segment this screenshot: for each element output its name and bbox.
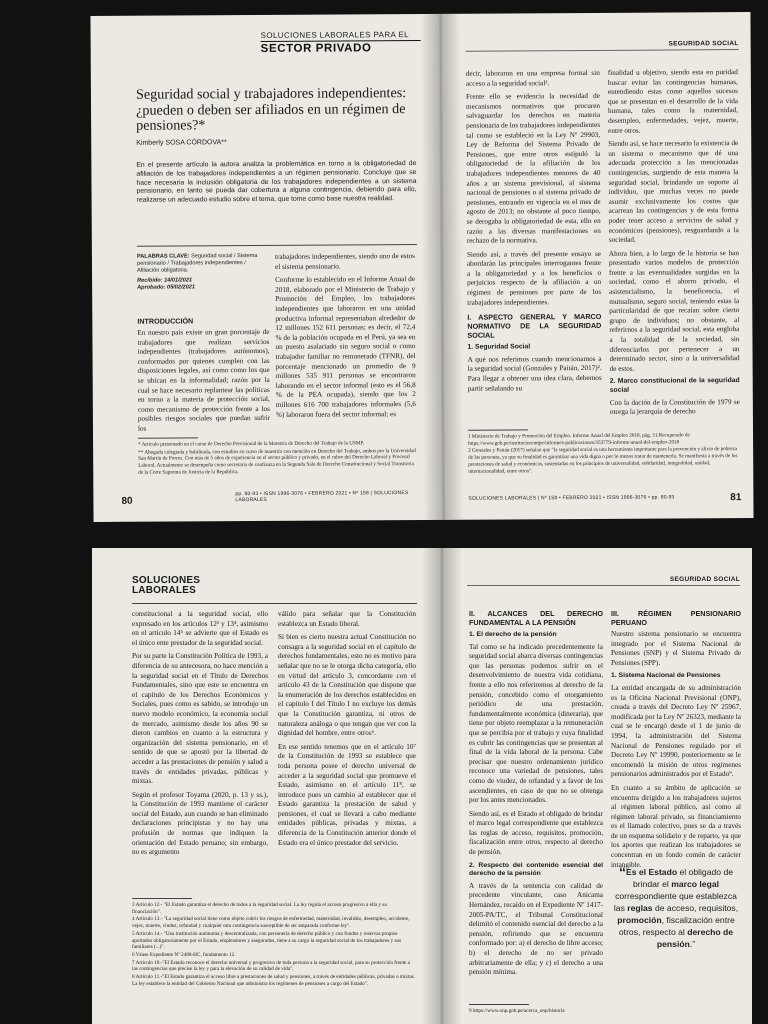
p81-col2-text4: Con la dación de la Constitución de 1979 se otorga la jerarquía de derecho	[609, 397, 740, 417]
p81-col2	[608, 68, 740, 422]
subheading-derecho-pension: 1. El derecho de la pensión	[469, 631, 557, 638]
running-header-81: SEGURIDAD SOCIAL	[668, 40, 739, 48]
p80-folio: pp. 80-93 • ISSN 1996-3076 • FEBRERO 2021 • Nº 158 | SOLUCIONES LABORALES	[235, 490, 409, 504]
section-heading-II: II. ALCANCES DEL DERECHO FUNDAMENTAL A LA PENSIÓN	[469, 609, 603, 627]
approved-date: Aprobado: 05/02/2021	[137, 284, 195, 291]
top-spread	[90, 12, 753, 522]
p81-col1-text2: Frente ello se evidencia la necesidad de mecanismos normativos que procuren salvaguardar los derechos en materia pensionaria de los trabajadores independientes tal como se estableció en la Ley Nº 29903, Ley de Reforma del Sistema Privado de Pensiones, que entre otros estipuló la obligatoriedad de la afiliación de los trabajadores independientes menores de 40 años a un sistema previsional, al sistema nacional de pensiones o al sistema privado de pensiones, entrando en vigencia en el mes de agosto de 2013; no obstante al poco tiempo, se derogaba la obligatoriedad de esta, ello en razón a las diversas manifestaciones en rechazo de la normativa.	[465, 92, 601, 245]
page-number-81: 81	[730, 492, 742, 504]
p81-footnote-rule	[468, 429, 528, 430]
p82-footnote-5: 5 Artículo 14.- "Una institución autónoma y descentralizada, con personería de derecho público y con fondos y reservas propios aportados obligatoriamente por el Estado, empleadores y asegurados, tiene a su cargo la seguridad social de los trabajadores y sus familiares (...)".	[132, 930, 402, 951]
p80-footnotes	[138, 440, 418, 477]
p81-col2-text2: Siendo así, se hace necesario la existencia de un sistema o mecanismo que dé una adecuada protección a las mencionadas contingencias, surgiendo de esta manera la seguridad social, brindando un soporte al individuo, que muchas veces no puede asumir exclusivamente los costos que acarrean las contingencias y de esta forma poder tener acceso a servicios de salud y económicos (pensiones), resguardando a la sociedad.	[608, 139, 739, 244]
p82-col2-text2: Si bien es cierto nuestra actual Constitución no consagra a la seguridad social en el capítulo de derechos fundamentales, esto no es motivo para señalar que no se le otorga dicha categoría, ello en virtud del artículo 3, concordante con el artículo 43 de la Constitución que dispone que la enumeración de los derechos establecidos en el capítulo I del Título I no excluye los demás que la Constitución garantiza, ni otros de naturaleza análoga o que tengan que ver con la dignidad del hombre, entre otros⁶.	[278, 633, 416, 738]
banner-line1: SOLUCIONES LABORALES PARA EL	[260, 30, 410, 40]
p83-col1-text2: Siendo así, es el Estado el obligado de brindar el marco legal correspondiente que establezca las reglas de acceso, requisitos, promoción, fiscalización entre otros, respecto al derecho de pensión.	[469, 809, 603, 857]
p82-footnotes	[132, 902, 416, 988]
p81-col1	[466, 69, 602, 398]
keywords-block	[137, 253, 269, 292]
pull-quote-4: correspondiente que establezca las	[613, 891, 737, 913]
p83-col2	[611, 604, 741, 874]
pull-quote-8: , fiscalización entre otros, respecto al	[618, 915, 735, 937]
logo-line1: SOLUCIONES	[132, 575, 201, 586]
keywords-text: Seguridad social / Sistema pensionario / Trabajadores independientes / Afiliación obligatoria.	[136, 253, 258, 274]
p83-col2-text3: En cuanto a su ámbito de aplicación se encuentra dirigido a los trabajadores sujetos al régimen laboral público, así como al régimen laboral privado, su financiamiento es el llamado colectivo, pues se da a través de un esquema solidario y de reparto, ya que los aportes que realizan los trabajadores se concentran en un fondo común de carácter intangible.	[611, 783, 741, 869]
p82-footnote-7: 7 Artículo 10.-"El Estado reconoce el derecho universal y progresivo de toda persona a la seguridad social, para su protección frente a las contingencias que precise la ley y para la elevación de su calidad de vida".	[132, 959, 410, 973]
p80-col2-text2: Conforme lo establecido en el Informe Anual de 2018, elaborado por el Ministerio de Trabajo y Promoción del Empleo, los trabajadores independientes que laboraron en una unidad productiva informal representaban alrededor de 12 millones 152 611 personas; es decir, el 72,4 % de la población ocupada en el Perú, ya sea en un puesto asalariado sin seguro social o como trabajador familiar no remunerado (TFNR), del porcentaje mencionado un promedio de 9 millones 535 911 personas se encontraron laborando en el sector informal (esto es el 56,8 % de la PEA ocupada), siendo que los 2 millones 616 700 trabajadores informales (5,6 %) laboraron fuera del sector informal; es	[275, 275, 416, 419]
p81-folio: SOLUCIONES LABORALES | Nº 158 • FEBRERO 2021 • ISSN 1996-3076 • pp. 80-93	[468, 494, 675, 502]
pull-quote-5: reglas	[627, 903, 653, 913]
p81-footnotes	[468, 432, 740, 476]
p81-footnote-1: 1 Ministerio de Trabajo y Promoción del Empleo. Informe Anual del Empleo 2018, pág. 31.Recuperado de https://www.gob.pe/institucion/mtpe/informes-publicaciones/353779-informe-anual-del-empleo-2018	[468, 432, 690, 447]
pull-quote	[613, 866, 739, 950]
p80-footnote-1: * Artículo presentado en el curso de Derecho Previsional de la Maestría de Derecho del Trabajo de la USMP.	[138, 440, 365, 448]
page-83	[447, 548, 752, 1024]
section-banner	[261, 30, 421, 55]
p82-col2	[278, 610, 416, 852]
p81-footnote-2: 2 Gonzales y Paitán (2017) señalan que "la seguridad social es una herramienta importante para la prevención y alivio de pobreza de las personas, ya que su finalidad es garantizar una vida digna o por lo menos tratar de mantenerla. Se manifiesta a través de los prestaciones de salud y económicas, sustentadas en los principios de universalidad, solidaridad, integralidad, unidad, internacionalidad, entre otros".	[468, 446, 738, 475]
intro-heading: INTRODUCCIÓN	[137, 316, 194, 326]
pull-quote-7: promoción	[617, 915, 662, 925]
banner-line2: SECTOR PRIVADO	[261, 40, 421, 55]
subheading-seguridad-social: 1. Seguridad Social	[467, 343, 531, 351]
header-rule-83	[467, 585, 740, 586]
subheading-contenido-esencial: 2. Respecto del contenido esencial del derecho de la pensión	[469, 861, 603, 878]
p81-col1-text4: A qué nos referimos cuando mencionamos a la seguridad social (Gonzales y Paitán, 2017)². Para llegar a obtener una idea clara, debemos partir señalando su	[467, 354, 602, 393]
p80-col1	[137, 311, 270, 438]
p81-col1-text3: Siendo así, a través del presente ensayo se abordarán las principales interrogantes frente a la obligatoriedad y a los beneficios o perjuicios respecto de la afiliación a un régimen de pensiones por parte de los trabajadores independientes.	[466, 249, 602, 307]
subheading-marco-constitucional: 2. Marco constitucional de la seguridad social	[609, 377, 740, 394]
p82-col2-text1: válido para señalar que la Constitución establezca un Estado liberal.	[278, 610, 416, 628]
p83-col1-text3: A través de la sentencia con calidad de precedente vinculante, caso Anicama Hernández, recaído en el Expediente Nº 1417-2005-PA/TC, el Tribunal Constitucional delimitó el contenido esencial del derecho a la pensión, refiriendo que se encuentra conformado por: a) el derecho de libre acceso; b) el derecho de no ser privado arbitrariamente de ella; y c) el derecho a una pensión mínima.	[469, 881, 603, 977]
p81-col2-text3: Ahora bien, a lo largo de la historia se han presentado varios modelos de protección frente a las eventualidades surgidas en la sociedad, como el ahorro privado, el asistencialismo, la beneficencia, el mutualismo, seguro social, teniendo estas la particularidad de que recaían sobre cierto grupo de individuos; no obstante, al referirnos a la seguridad social, esta engloba a la totalidad de la sociedad, sin diferenciarlos por pertenecer a un determinado sector, sino a la universalidad de estos.	[608, 248, 740, 373]
subheading-snp: 1. Sistema Nacional de Pensiones	[611, 672, 721, 680]
p82-footnote-4: 4 Artículo 13.- "La seguridad social tiene como objeto cubrir los riesgos de enfermedad, maternidad, invalidez, desempleo, accidente, vejez, muerte, viudez, orfandad y cualquier otra contingencia susceptible de ser amparada conforme ley".	[132, 916, 410, 930]
page-81	[445, 12, 753, 520]
article-title: Seguridad social y trabajadores independientes: ¿pueden o deben ser afiliados en un régimen de pensiones?*	[135, 85, 407, 134]
article-abstract: En el presente artículo la autora analiza la problemática en torno a la obligatoriedad de afiliación de los trabajadores independientes a un régimen pensionario. Concluye que se hace necesaria la inclusión obligatoria de los trabajadores independientes a un sistema pensionario, en tanto se pueda dar cobertura a alguna contingencia, debiendo para ello, realizarse un adecuado estudio sobre el tema, que tome como base nuestra realidad.	[136, 160, 417, 204]
section-heading-I: I. ASPECTO GENERAL Y MARCO NORMATIVO DE LA SEGURIDAD SOCIAL	[467, 312, 602, 340]
header-rule-81	[466, 49, 739, 52]
p83-col1	[469, 604, 603, 982]
p80-col2	[275, 252, 416, 424]
page-number-80: 80	[121, 495, 133, 507]
article-author: Kimberly SOSA CÓRDOVA**	[136, 139, 227, 147]
p80-footnote-rule	[138, 437, 198, 438]
running-header-83: SEGURIDAD SOCIAL	[669, 576, 740, 583]
p83-footnotes	[469, 1008, 739, 1016]
p83-footnote-rule	[469, 1004, 529, 1005]
pull-quote-2: el obligado de brindar el	[633, 867, 733, 889]
logo-line2: LABORALES	[132, 585, 197, 596]
page-80	[90, 14, 438, 522]
p82-footnote-rule	[132, 898, 192, 899]
received-date: Recibido: 14/01/2021	[137, 277, 193, 284]
p83-footnote-9: 9 https://www.onp.gob.pe/acerca_onp/historia	[469, 1008, 565, 1014]
pull-quote-6: de acceso, requisitos,	[652, 903, 739, 913]
p81-col2-text1: finalidad u objetivo, siendo esta en puridad buscar evitar las contingencias humanas, entendiendo estas como aquellos sucesos que se presentan en el desarrollo de la vida humana, tales como la maternidad, desempleo, enfermedades, vejez, muerte, entre otros.	[607, 68, 739, 135]
p82-col2-text3: En ese sentido tenemos que en el artículo 10⁷ de la Constitución de 1993 se establece que toda persona posee el derecho universal de acceder a la seguridad social que promueve el Estado, asimismo en el artículo 11⁸, se introduce pues un cambio al establecer que el Estado garantiza la prestación de salud y pensiones, el cual se llevará a cabo mediante entidades públicas, privadas y mixtas, a diferencia de la Constitución anterior donde el Estado era el único prestador del servicio.	[278, 742, 416, 847]
p83-col2-text2: La entidad encargada de su administración es la Oficina Nacional Previsional (ONP), creada a través del Decreto Ley Nº 25967, modificada por la Ley Nº 26323, mediante la cual se le encargó desde el 1 de junio de 1994, la administración del Sistema Nacional de Pensiones regulado por el Decreto Ley Nº 19990, posteriormente se le encomendó la misión de otros regímenes pensionarios administrados por el Estado⁹.	[611, 683, 741, 779]
p83-col1-text1: Tal como se ha indicado precedentemente la seguridad social abarca diversas contingencias que las personas podemos sufrir en el desenvolvimiento de nuestra vida cotidiana, frente a ello nos referiremos al derecho de la pensión, concebido como el otorgamiento periódico de una prestación, fundamentalmente económica (dineraria), que tiene por objeto reemplazar a la remuneración que se percibía por el trabajo y cuya finalidad es cubrir las contingencias que se presentan al final de la vida laboral de la persona. Cabe precisar que nuestro ordenamiento jurídico reconoce una variedad de pensiones, tales como de viudez, de orfandad y a favor de los ascendientes, en caso de que no se obtenga por los antes mencionados.	[469, 642, 603, 805]
p80-footnote-2: ** Abogada colegiada y habilitada, con estudios en curso de maestría con mención en Derecho del Trabajo, ambos por la Universidad San Martín de Porres. Con más de 5 años de experiencia en el sector público y privado, en el rubro del Derecho Laboral y Procesal Laboral. Actualmente se desempeña como secretaria de confianza en la Segunda Sala de Derecho Constitucional y Social Transitoria de la Corte Suprema de Justicia de la República.	[138, 447, 416, 476]
p82-col1	[132, 610, 268, 862]
p82-footnote-3: 3 Artículo 12.- "El Estado garantiza el derecho de todos a la seguridad social. La ley regula el acceso progresivo a ella y su financiación".	[132, 902, 387, 915]
p81-col1-text1: decir, laboraron en una empresa formal sin acceso a la seguridad social¹.	[465, 68, 600, 88]
p82-footnote-8: 8 Artículo 11.-"El Estado garantiza el acceso libre a prestaciones de salud y pensiones, a través de entidades públicas, privadas o mixtas. La ley establece la entidad del Gobierno Nacional que administra los regímenes de pensiones a cargo del Estado".	[132, 974, 415, 987]
section-heading-III: III. RÉGIMEN PENSIONARIO PERUANO	[611, 609, 741, 627]
p80-col2-text1: trabajadores independientes, siendo uno de estos el sistema pensionario.	[274, 252, 415, 271]
keywords-label: PALABRAS CLAVE:	[136, 253, 190, 260]
p82-footnote-6: 6 Véase Expediente Nº 2488-HC, fundamento 12.	[132, 951, 236, 958]
abstract-rule	[137, 244, 417, 247]
pull-quote-mark: “	[618, 864, 626, 880]
p82-col1-text2: Por su parte la Constitución Política de 1993, a diferencia de su antecesora, no hace mención a la seguridad social en el Título de Derechos Fundamentales, sino que este se encuentra en el capítulo de los Derechos Económicos y Sociales, pues como es sabido, se introdujo un nuevo modelo económico, la economía social de mercado, asimismo desde los años 90 se dieron cambios en cuanto a la estructura y organización del sistema pensionario, en el sentido de que se apostó por la libertad de acceder a las prestaciones de pensión y salud a través de entidades privadas, públicas y mixtas.	[132, 652, 268, 786]
p80-col1-text: En nuestro país existe un gran porcentaje de trabajadores que realizan servicios independientes (trabajadores autónomos), conformados por quienes cumplen con las disposiciones legales, así como como los que se ubican en la informalidad; razón por la cual se hace necesario replantear las políticas en torno a la materia de protección social, como mecanismo de protección frente a los posibles riesgos sociales que puedan sufrir los	[137, 327, 270, 433]
p83-col2-text1: Nuestro sistema pensionario se encuentra integrado por el Sistema Nacional de Pensiones (SNP) y el Sistema Privado de Pensiones (SPP).	[611, 630, 741, 667]
header-rule-82	[132, 603, 417, 604]
page-82	[92, 548, 437, 1024]
bottom-spread	[92, 548, 752, 1024]
pull-quote-3: marco legal	[671, 879, 719, 889]
pull-quote-1: Es el Estado	[625, 867, 678, 877]
pull-quote-9: derecho de pensión	[656, 927, 734, 949]
p82-col1-text3: Según el profesor Toyama (2020, p. 13 y ss.), la Constitución de 1993 mantiene el carácter social del Estado, aun cuando se han eliminado declaraciones principistas y no hay una profusión de normas que indiquen la orientación del Estado peruano; sin embargo, no es argumento	[132, 790, 268, 857]
p82-col1-text1: constitucional a la seguridad social, ello expresado en los artículos 12³ y 13⁴, asimismo en el artículo 14⁵ se advierte que el Estado es el único ente prestador de la seguridad social.	[132, 610, 268, 647]
soluciones-laborales-logo	[132, 576, 200, 596]
pull-quote-end: .”	[689, 939, 696, 949]
